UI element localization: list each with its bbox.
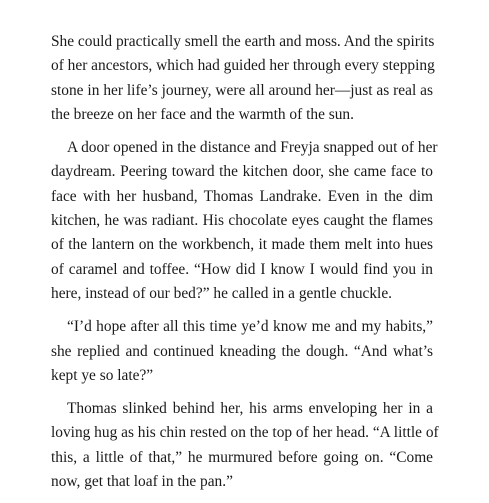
paragraph-2 <box>51 136 438 306</box>
text-line: face with her husband, Thomas Landrake. Even in the dim <box>51 187 433 205</box>
body-text <box>51 30 439 503</box>
text-line: this, a little of that,” he murmured before going on. “Come <box>51 448 433 466</box>
text-line: kept ye so late?” <box>51 366 154 384</box>
text-line: here, instead of our bed?” he called in a gentle chuckle. <box>51 284 392 302</box>
paragraph-4 <box>51 397 439 494</box>
text-line: daydream. Peering toward the kitchen door, she came face to <box>51 163 433 181</box>
text-line: the breeze on her face and the warmth of the sun. <box>51 105 354 123</box>
text-line: now, get that loaf in the pan.” <box>51 473 233 491</box>
text-line: of her ancestors, which had guided her through every stepping <box>51 57 435 75</box>
text-line: A door opened in the distance and Freyja snapped out of her <box>67 139 438 157</box>
text-line: stone in her life’s journey, were all around her—just as real as <box>51 81 433 99</box>
paragraph-1 <box>51 30 433 127</box>
text-line: of caramel and toffee. “How did I know I would find you in <box>51 260 433 278</box>
paragraph-3 <box>51 315 433 388</box>
text-line: kitchen, he was radiant. His chocolate eyes caught the flames <box>51 212 433 230</box>
text-line: of the lantern on the workbench, it made them melt into hues <box>51 236 433 254</box>
text-line: “I’d hope after all this time ye’d know me and my habits,” <box>67 318 433 336</box>
text-line: Thomas slinked behind her, his arms enveloping her in a <box>67 400 433 418</box>
text-line: she replied and continued kneading the dough. “And what’s <box>51 342 433 360</box>
text-line: She could practically smell the earth and moss. And the spirits <box>51 33 435 50</box>
text-line: loving hug as his chin rested on the top of her head. “A little of <box>51 424 439 442</box>
